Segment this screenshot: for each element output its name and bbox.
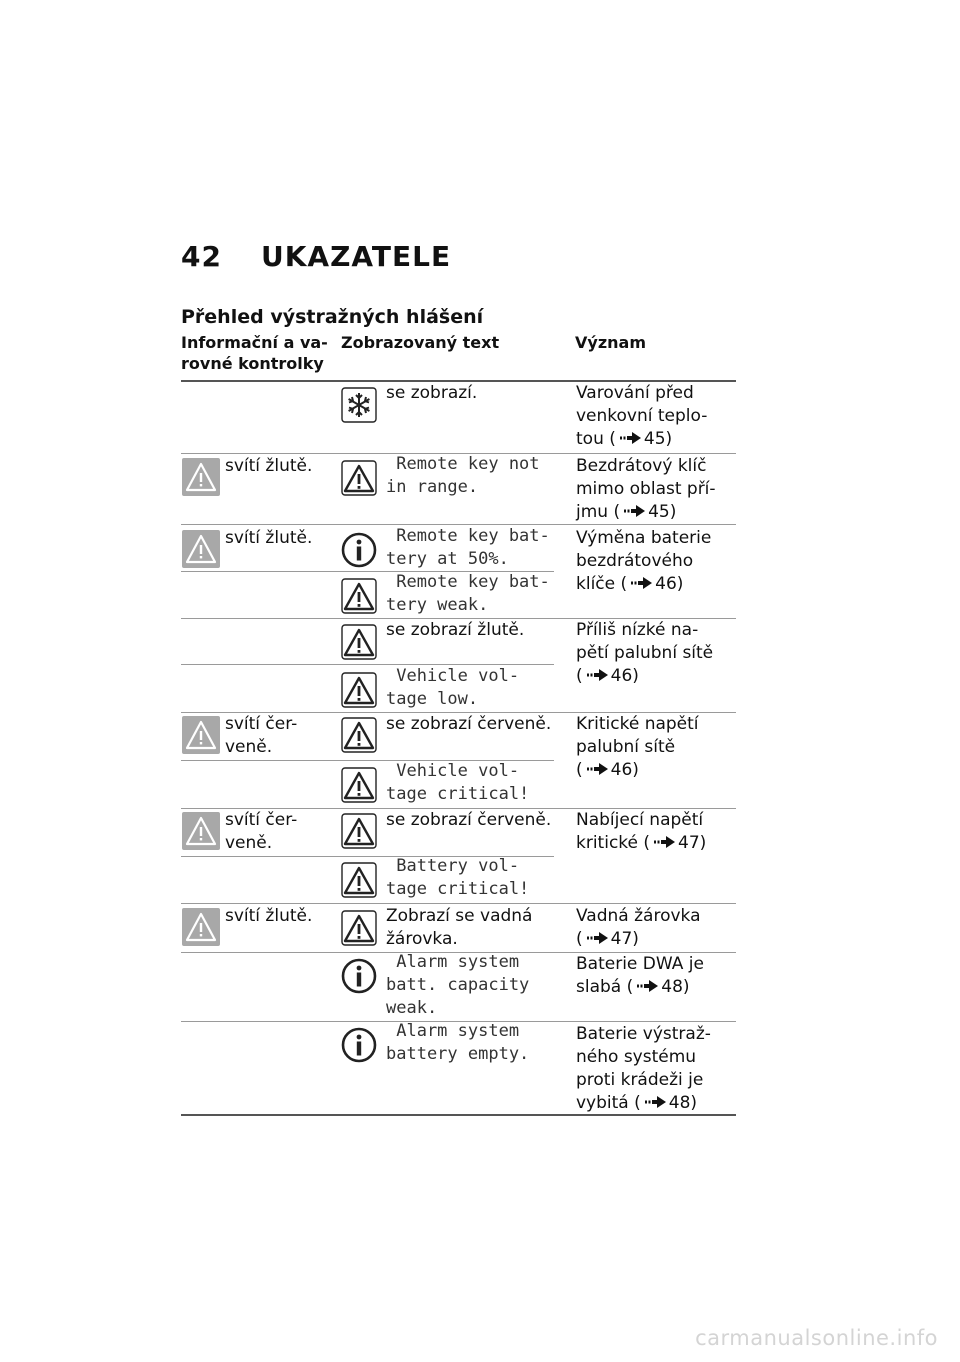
meaning-text: Vadná žárovka ( 47) [576, 906, 701, 949]
meaning-text: Baterie DWA je slabá ( 48) [576, 954, 704, 997]
warning-triangle-icon [341, 578, 377, 614]
warning-triangle-icon [341, 672, 377, 708]
page-ref: ( 47) [576, 929, 639, 949]
meaning-text: Příliš nízké na- pětí palubní sítě ( 46) [576, 620, 714, 686]
watermark: carmanualsonline.info [695, 1326, 938, 1350]
meaning-text: Bezdrátový klíč mimo oblast pří- jmu ( 45) [576, 456, 716, 522]
warning-triangle-icon [341, 717, 377, 753]
warning-triangle-icon [341, 624, 377, 660]
section-title: Přehled výstražných hlášení [181, 306, 484, 328]
arrow-icon [645, 1095, 667, 1109]
warning-triangle-icon [182, 716, 220, 754]
page-ref: ( 48) [634, 1093, 698, 1113]
arrow-icon [587, 931, 609, 945]
page-ref: ( 46) [576, 666, 639, 686]
display-text: Battery vol- tage critical! [386, 856, 530, 899]
warning-triangle-icon [182, 458, 220, 496]
page-header [181, 240, 451, 273]
display-text: Remote key bat- tery at 50%. [386, 526, 550, 569]
meaning-text: Baterie výstraž- ného systému proti krádeži je vybitá ( 48) [576, 1024, 711, 1113]
page-ref: ( 47) [643, 833, 707, 853]
warning-triangle-icon [341, 862, 377, 898]
warning-triangle-icon [341, 767, 377, 803]
info-icon [341, 532, 377, 568]
indicator-text: svítí žlutě. [225, 456, 313, 476]
meaning-text: Varování před venkovní teplo- tou ( 45) [576, 383, 708, 449]
display-text: Remote key bat- tery weak. [386, 572, 550, 615]
arrow-icon [631, 576, 653, 590]
column-header-indicator: Informační a va- rovné kontrolky [181, 333, 328, 373]
arrow-icon [637, 979, 659, 993]
indicator-text: svítí čer- veně. [225, 714, 298, 757]
column-header-display-text: Zobrazovaný text [341, 333, 500, 352]
arrow-icon [620, 431, 642, 445]
arrow-icon [624, 504, 646, 518]
meaning-text: Výměna baterie bezdrátového klíče ( 46) [576, 528, 712, 594]
page-ref: ( 45) [613, 502, 677, 522]
meaning-text: Nabíjecí napětí kritické ( 47) [576, 810, 707, 853]
display-text: se zobrazí. [386, 383, 478, 403]
display-text: se zobrazí červeně. [386, 810, 552, 830]
display-text: Alarm system batt. capacity weak. [386, 952, 530, 1018]
column-header-meaning: Význam [575, 333, 646, 352]
display-text: Alarm system battery empty. [386, 1021, 530, 1064]
row-divider [181, 903, 736, 904]
arrow-icon [654, 835, 676, 849]
warning-triangle-icon [341, 460, 377, 496]
indicator-text: svítí žlutě. [225, 906, 313, 926]
chapter-title: UKAZATELE [261, 240, 452, 273]
display-text: Remote key not in range. [386, 454, 540, 497]
meaning-text: Kritické napětí palubní sítě ( 46) [576, 714, 699, 780]
snowflake-icon [341, 387, 377, 423]
arrow-icon [587, 668, 609, 682]
warning-triangle-icon [182, 530, 220, 568]
warning-triangle-icon [341, 910, 377, 946]
warning-triangle-icon [182, 812, 220, 850]
page-ref: ( 45) [609, 429, 673, 449]
display-text: se zobrazí červeně. [386, 714, 552, 734]
display-text: Zobrazí se vadná žárovka. [386, 906, 533, 949]
info-icon [341, 958, 377, 994]
display-text: Vehicle vol- tage low. [386, 666, 520, 709]
indicator-text: svítí čer- veně. [225, 810, 298, 853]
arrow-icon [587, 762, 609, 776]
indicator-text: svítí žlutě. [225, 528, 313, 548]
warning-triangle-icon [182, 908, 220, 946]
display-text: se zobrazí žlutě. [386, 620, 525, 640]
page-number: 42 [181, 240, 222, 273]
page-ref: ( 46) [620, 574, 684, 594]
display-text: Vehicle vol- tage critical! [386, 761, 530, 804]
warning-triangle-icon [341, 813, 377, 849]
page-ref: ( 48) [626, 977, 690, 997]
info-icon [341, 1027, 377, 1063]
page-ref: ( 46) [576, 760, 639, 780]
